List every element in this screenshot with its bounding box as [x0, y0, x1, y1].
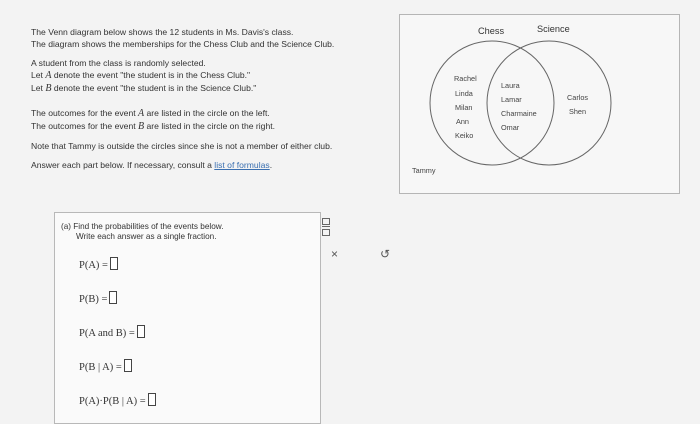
chess-title: Chess	[478, 26, 505, 36]
eq-p-a-and-b: P(A and B) =	[79, 325, 145, 339]
venn-circles	[400, 15, 679, 193]
venn-name: Ann	[456, 117, 469, 126]
venn-name: Keiko	[455, 131, 474, 140]
chess-circle	[430, 41, 554, 165]
intro-line-8: Note that Tammy is outside the circles since she is not a member of either club.	[31, 141, 333, 151]
intro-line-1: The Venn diagram below shows the 12 students in Ms. Davis's class.	[31, 27, 294, 37]
intro-line-6: The outcomes for the event A are listed in the circle on the left.	[31, 108, 270, 119]
intro-line-9: Answer each part below. If necessary, consult a list of formulas.	[31, 160, 273, 170]
undo-icon[interactable]: ↺	[380, 247, 391, 261]
eq-p-b: P(B) =	[79, 291, 117, 305]
intro-line-7: The outcomes for the event B are listed in the circle on the right.	[31, 121, 276, 132]
venn-name: Charmaine	[501, 109, 537, 118]
venn-name: Omar	[501, 123, 520, 132]
part-a-instructions: (a) Find the probabilities of the events below. Write each answer as a single fraction.	[61, 222, 224, 241]
eq-p-a: P(A) =	[79, 257, 118, 271]
clear-button[interactable]: ×	[331, 247, 339, 261]
answer-input-p-a-and-b[interactable]	[137, 325, 145, 338]
part-a-panel	[54, 212, 321, 424]
answer-tools	[319, 212, 404, 270]
eq-p-b-given-a: P(B | A) =	[79, 359, 132, 373]
venn-name: Laura	[501, 81, 520, 90]
science-title: Science	[537, 24, 570, 34]
problem-statement	[31, 26, 391, 178]
venn-name: Rachel	[454, 74, 477, 83]
intro-line-2: The diagram shows the memberships for the Chess Club and the Science Club.	[31, 39, 335, 49]
fraction-icon[interactable]	[322, 218, 330, 236]
intro-line-5: Let B denote the event "the student is in the Science Club."	[31, 83, 257, 94]
answer-input-p-a[interactable]	[110, 257, 118, 270]
venn-diagram	[399, 14, 680, 194]
venn-name: Shen	[569, 107, 587, 116]
answer-input-product[interactable]	[148, 393, 156, 406]
formulas-link[interactable]: list of formulas	[214, 160, 270, 170]
venn-name: Milan	[455, 103, 473, 112]
venn-name: Linda	[455, 89, 473, 98]
venn-name: Carlos	[567, 93, 589, 102]
event-a-symbol: A	[45, 70, 52, 81]
intro-line-4: Let A denote the event "the student is in the Chess Club."	[31, 70, 251, 81]
answer-input-p-b-given-a[interactable]	[124, 359, 132, 372]
venn-outside-name: Tammy	[412, 166, 436, 175]
venn-name: Lamar	[501, 95, 522, 104]
intro-line-3: A student from the class is randomly selected.	[31, 58, 206, 68]
answer-input-p-b[interactable]	[109, 291, 117, 304]
event-b-symbol: B	[45, 83, 52, 94]
eq-product: P(A)·P(B | A) =	[79, 393, 156, 407]
